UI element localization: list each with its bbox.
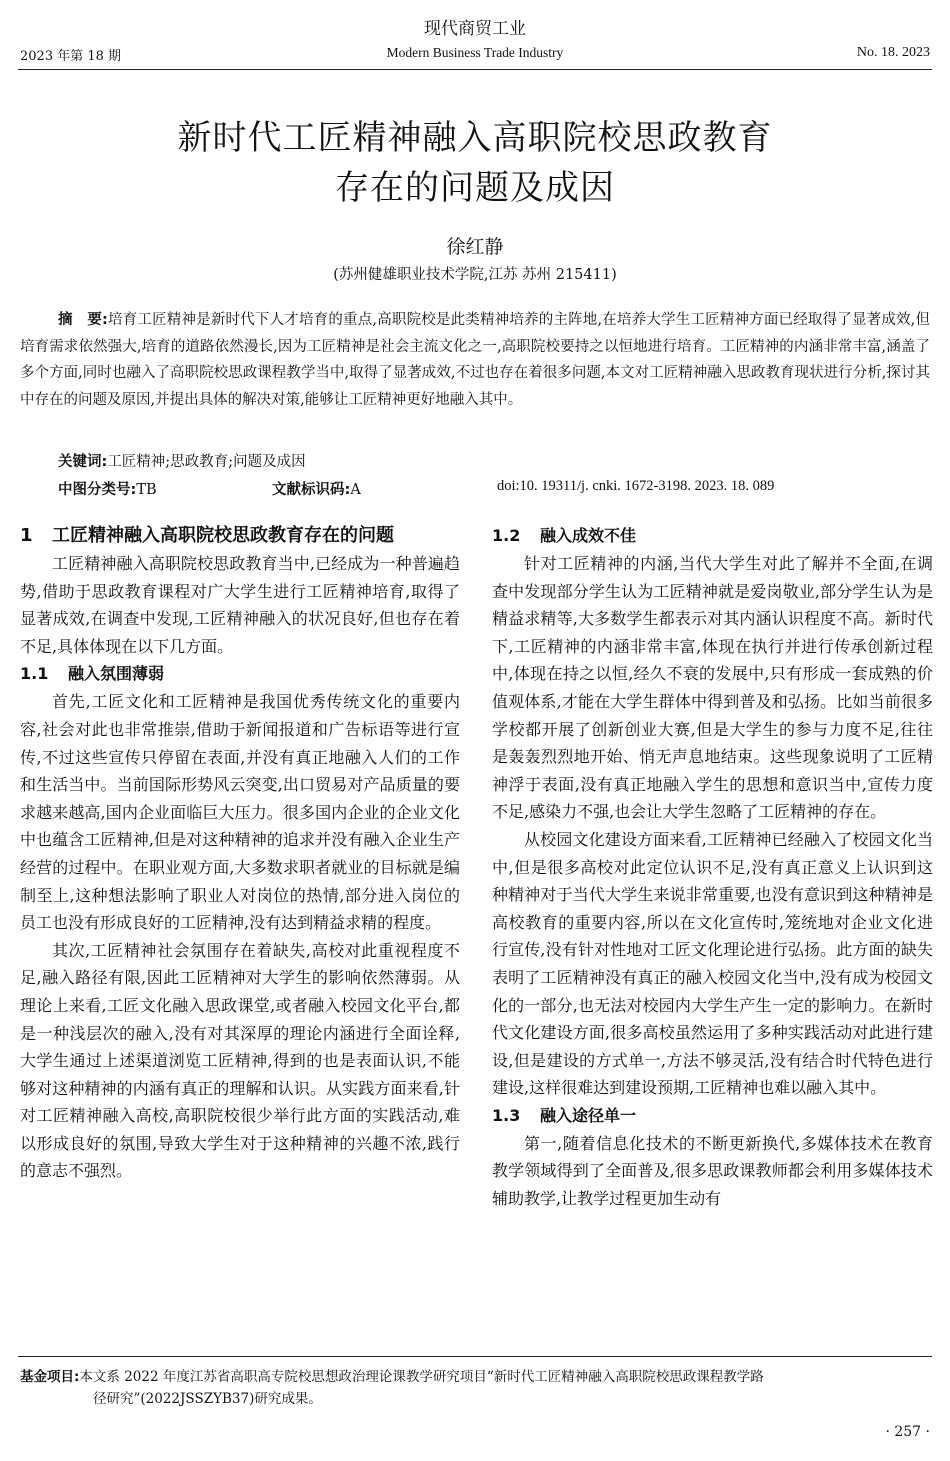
clc-label: 中图分类号:	[58, 482, 137, 498]
issue-number: No. 18. 2023	[856, 45, 930, 60]
keywords-label: 关键词:	[58, 454, 108, 470]
issue-label: 2023 年第 18 期	[20, 49, 122, 64]
abstract-label: 摘 要:	[58, 312, 108, 328]
paragraph: 从校园文化建设方面来看,工匠精神已经融入了校园文化当中,但是很多高校对此定位认识不足,没有真正意义上认识到这种精神对于当代大学生来说非常重要,也没有意识到这种精神是高校教育的重要内容,所以在文化宣传时,笼统地对企业文化进行宣传,没有针对性地对工匠文化理论进行弘扬。此方面的缺失表明了工匠精神没有真正的融入校园文化当中,没有成为校园文化的一部分,也无法对校园内大学生产生一定的影响力。在新时代文化建设方面,很多高校虽然运用了多种实践活动对此进行建设,但是建设的方式单一,方法不够灵活,没有结合时代特色进行建设,这样很难达到建设预期,工匠精神也难以融入其中。	[492, 829, 933, 1098]
footnote-text: 本文系 2022 年度江苏省高职高专院校思想政治理论课教学研究项目“新时代工匠精神融入高职院校思政课程教学路	[79, 1369, 764, 1385]
paper-title-line2: 存在的问题及成因	[335, 168, 615, 208]
clc-number	[58, 478, 157, 499]
doi: doi:10. 19311/j. cnki. 1672-3198. 2023. 18. 089	[497, 478, 775, 494]
keywords-text: 工匠精神;思政教育;问题及成因	[107, 454, 306, 470]
section-number: 1.2	[492, 526, 521, 545]
journal-name: 现代商贸工业	[424, 19, 526, 39]
section-title: 融入氛围薄弱	[68, 664, 165, 684]
affiliation: (苏州健雄职业技术学院,江苏 苏州 215411)	[333, 267, 617, 283]
journal-name-en: Modern Business Trade Industry	[386, 45, 564, 60]
paragraph: 针对工匠精神的内涵,当代大学生对此了解并不全面,在调查中发现部分学生认为工匠精神就是爱岗敬业,部分学生认为是精益求精等,大多数学生都表示对其内涵认识程度不高。新时代下,工匠精神的内涵非常丰富,体现在执行并进行传承创新过程中,体现在持之以恒,经久不衰的发展中,只有形成一套成熟的价值观体系,才能在大学生群体中得到普及和弘扬。比如当前很多学校都开展了创新创业大赛,但是大学生的参与力度不足,往往是轰轰烈烈地开始、悄无声息地结束。这些现象说明了工匠精神浮于表面,没有真正地融入学生的思想和意识当中,宣传力度不足,感染力不强,也会让大学生忽略了工匠精神的存在。	[492, 554, 933, 822]
section-1-1-heading	[20, 660, 460, 688]
paragraph: 第一,随着信息化技术的不断更新换代,多媒体技术在教育教学领域得到了全面普及,很多思政课教师都会利用多媒体技术辅助教学,让教学过程更加生动有	[492, 1133, 933, 1209]
section-number: 1	[20, 525, 33, 546]
abstract	[20, 307, 930, 413]
left-column	[20, 522, 460, 1185]
paragraph: 其次,工匠精神社会氛围存在着缺失,高校对此重视程度不足,融入路径有限,因此工匠精神对大学生的影响依然薄弱。从理论上来看,工匠文化融入思政课堂,或者融入校园文化平台,都是一种浅层次的融入,没有对其深厚的理论内涵进行全面诠释,大学生通过上述渠道浏览工匠精神,得到的也是表面认识,不能够对这种精神的内涵有真正的理解和认识。从实践方面来看,针对工匠精神融入高校,高职院校很少举行此方面的实践活动,难以形成良好的氛围,导致大学生对于这种精神的兴趣不浓,践行的意志不强烈。	[20, 940, 460, 1181]
page-number: · 257 ·	[885, 1424, 930, 1440]
section-number: 1.3	[492, 1105, 521, 1125]
clc-value: TB	[136, 482, 157, 498]
document-code	[272, 478, 361, 499]
section-title: 融入途径单一	[540, 1105, 637, 1125]
section-1-heading	[20, 522, 460, 550]
footnote	[20, 1366, 930, 1410]
section-title: 工匠精神融入高职院校思政教育存在的问题	[52, 525, 394, 546]
footnote-divider	[18, 1356, 932, 1357]
section-1-2-heading	[492, 522, 933, 550]
section-1-3-heading	[492, 1102, 933, 1130]
doc-code-value: A	[350, 482, 361, 498]
paragraph: 工匠精神融入高职院校思政教育当中,已经成为一种普遍趋势,借助于思政教育课程对广大学生进行工匠精神培育,取得了显著成效,在调查中发现,工匠精神融入的状况良好,但也存在着不足,具体体现在以下几方面。	[20, 554, 460, 656]
author: 徐红静	[446, 236, 504, 258]
section-number: 1.1	[20, 664, 49, 684]
keywords	[58, 450, 306, 471]
paper-title-line1: 新时代工匠精神融入高职院校思政教育	[177, 118, 773, 158]
paragraph: 首先,工匠文化和工匠精神是我国优秀传统文化的重要内容,社会对此也非常推崇,借助于新闻报道和广告标语等进行宣传,不过这些宣传只停留在表面,并没有真正地融入人们的工作和生活当中。当前国际形势风云突变,出口贸易对产品质量的要求越来越高,国内企业面临巨大压力。很多国内企业的企业文化中也蕴含工匠精神,但是对这种精神的追求并没有融入企业生产经营的过程中。在职业观方面,大多数求职者就业的目标就是编制至上,这种想法影响了职业人对岗位的热情,部分进入岗位的员工也没有形成良好的工匠精神,没有达到精益求精的程度。	[20, 692, 460, 933]
footnote-label: 基金项目:	[20, 1369, 80, 1385]
section-title: 融入成效不佳	[540, 526, 637, 545]
abstract-text: 培育工匠精神是新时代下人才培育的重点,高职院校是此类精神培养的主阵地,在培养大学生工匠精神方面已经取得了显著成效,但培育需求依然强大,培育的道路依然漫长,因为工匠精神是社会主流文化之一,高职院校要持之以恒地进行培育。工匠精神的内涵非常丰富,涵盖了多个方面,同时也融入了高职院校思政课程教学当中,取得了显著成效,不过也存在着很多问题,本文对工匠精神融入思政教育现状进行分析,探讨其中存在的问题及原因,并提出具体的解决对策,能够让工匠精神更好地融入其中。	[20, 312, 930, 408]
doc-code-label: 文献标识码:	[272, 482, 351, 498]
right-column	[492, 522, 933, 1213]
header-divider	[18, 69, 932, 70]
footnote-text-continued: 径研究”(2022JSSZYB37)研究成果。	[93, 1391, 322, 1407]
